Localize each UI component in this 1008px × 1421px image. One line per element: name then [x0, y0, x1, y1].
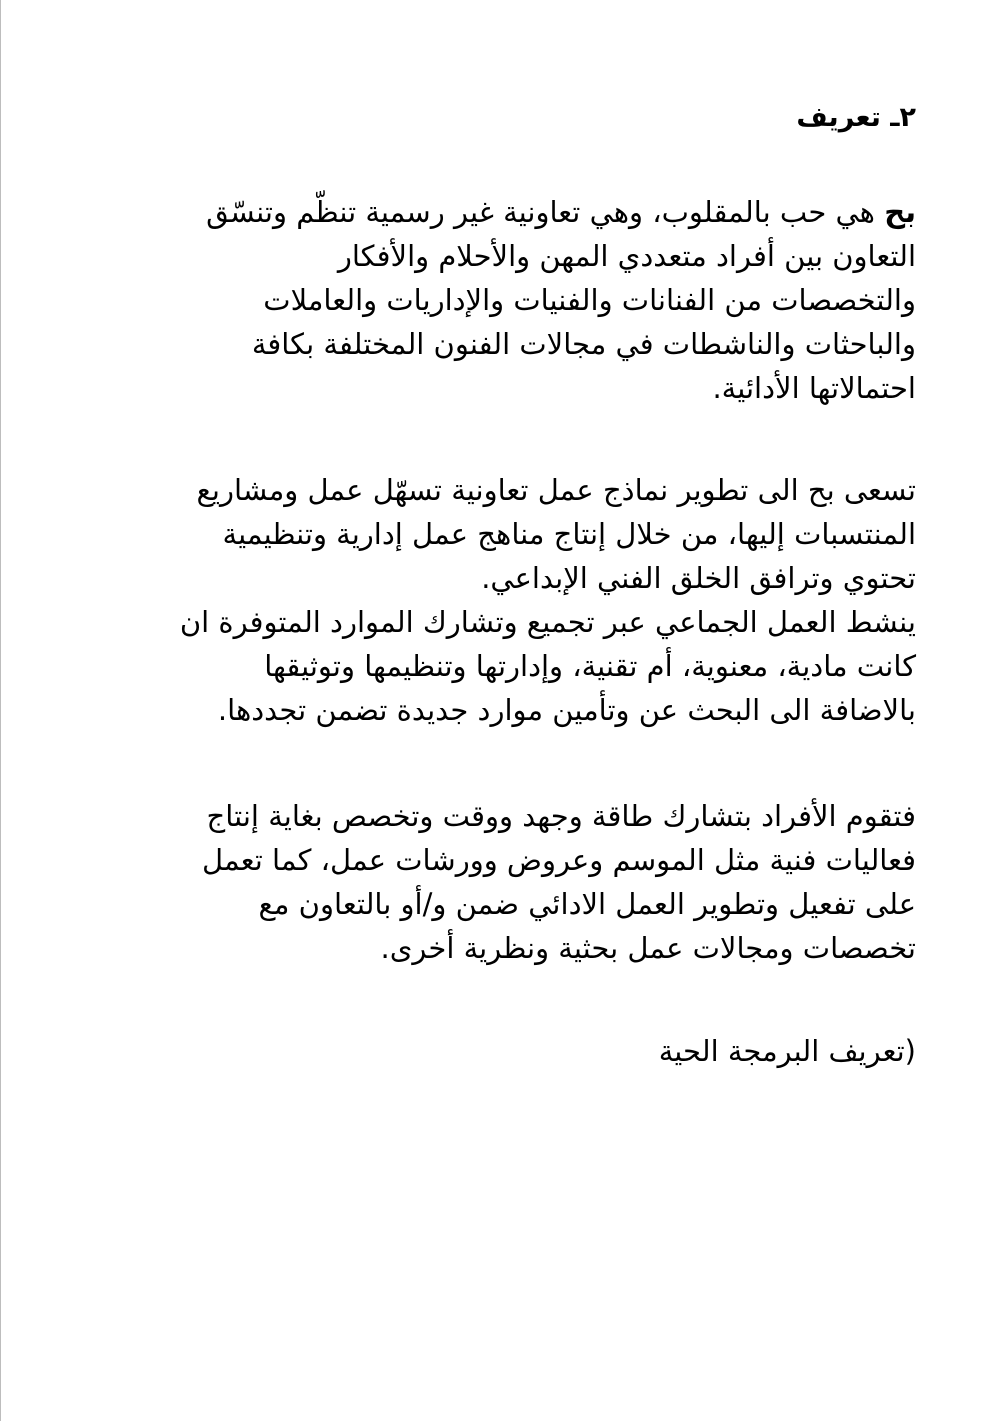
- brand-name-bold: بح: [884, 195, 916, 229]
- paragraph-activities: [202, 794, 916, 970]
- paragraph-line: ينشط العمل الجماعي عبر تجميع وتشارك الموارد المتوفرة ان: [179, 605, 916, 639]
- paragraph-line: والباحثات والناشطات في مجالات الفنون المختلفة بكافة: [251, 327, 916, 361]
- paragraph-line: والتخصصات من الفنانات والفنيات والإداريات والعاملات: [263, 283, 916, 317]
- paragraph-line: كانت مادية، معنوية، أم تقنية، وإدارتها وتنظيمها وتوثيقها: [264, 649, 916, 683]
- paragraph-goals: [180, 468, 916, 732]
- closing-note-text: (تعريف البرمجة الحية: [658, 1034, 916, 1068]
- paragraph-line: على تفعيل وتطوير العمل الادائي ضمن و/أو بالتعاون مع: [258, 887, 916, 921]
- paragraph-line: [206, 190, 916, 234]
- paragraph-line: بالاضافة الى البحث عن وتأمين موارد جديدة تضمن تجددها.: [217, 693, 916, 727]
- paragraph-line: فعاليات فنية مثل الموسم وعروض وورشات عمل، كما تعمل: [202, 843, 916, 877]
- paragraph-line: تخصصات ومجالات عمل بحثية ونظرية أخرى.: [380, 931, 916, 965]
- paragraph-line: المنتسبات إليها، من خلال إنتاج مناهج عمل إدارية وتنظيمية: [222, 517, 916, 551]
- paragraph-line: تسعى بح الى تطوير نماذج عمل تعاونية تسهّل عمل ومشاريع: [196, 473, 916, 507]
- first-line-text: هي حب بالمقلوب، وهي تعاونية غير رسمية تنظّم وتنسّق: [206, 195, 885, 229]
- paragraph-line: فتقوم الأفراد بتشارك طاقة وجهد ووقت وتخصص بغاية إنتاج: [206, 799, 916, 833]
- paragraph-line: تحتوي وترافق الخلق الفني الإبداعي.: [481, 561, 916, 595]
- heading-text: ٢ـ تعريف: [796, 102, 916, 133]
- paragraph-line: التعاون بين أفراد متعددي المهن والأحلام والأفكار: [337, 239, 916, 273]
- section-heading: [796, 96, 916, 140]
- paragraph-line: احتمالاتها الأدائية.: [712, 371, 916, 405]
- closing-note: [659, 1029, 916, 1073]
- paragraph-definition: [206, 190, 916, 410]
